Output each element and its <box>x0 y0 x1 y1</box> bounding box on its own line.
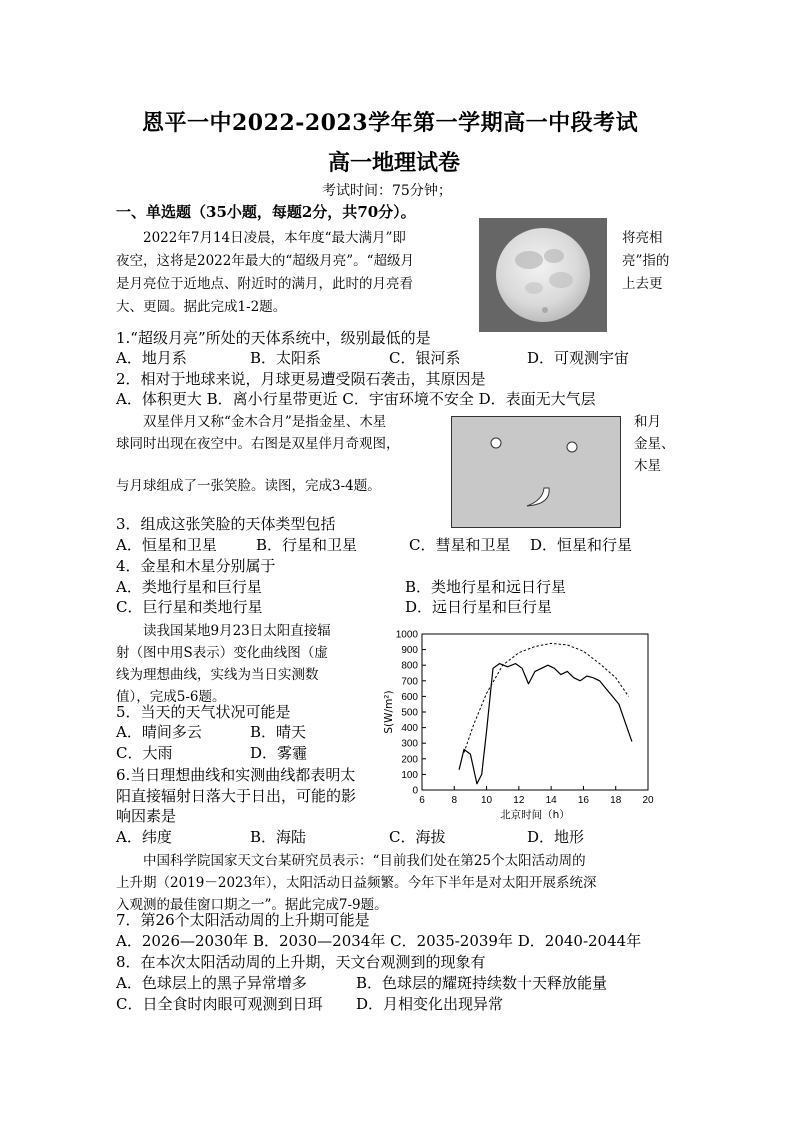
q8-stem: 8．在本次太阳活动周的上升期，天文台观测到的现象有 <box>116 953 486 971</box>
q4-stem: 4．金星和木星分别属于 <box>116 557 276 575</box>
passage4-line3: 入观测的最佳窗口期之一”。据此完成7-9题。 <box>116 897 388 913</box>
x-tick-label: 12 <box>513 795 525 806</box>
y-tick-label: 100 <box>401 769 418 781</box>
measured-curve <box>459 664 632 784</box>
passage1-right2: 亮”指的 <box>622 253 670 269</box>
q5-stem: 5．当天的天气状况可能是 <box>116 703 291 721</box>
x-tick-label: 16 <box>577 795 589 806</box>
q6-option-c: C．海拔 <box>389 828 446 846</box>
passage1-line1: 2022年7月14日凌晨，本年度“最大满月”即 <box>143 230 406 246</box>
q3-stem: 3．组成这张笑脸的天体类型包括 <box>116 515 336 533</box>
q1-option-a: A．地月系 <box>116 349 187 367</box>
passage3-line3: 线为理想曲线，实线为当日实测数 <box>116 667 319 683</box>
q1-option-d: D．可观测宇宙 <box>527 349 630 367</box>
q4-option-b: B．类地行星和远日行星 <box>405 578 567 596</box>
supermoon-image <box>479 218 607 332</box>
passage1-right3: 上去更 <box>622 276 663 292</box>
y-tick-label: 700 <box>401 676 418 688</box>
q8-option-b: B．色球层的耀斑持续数十天释放能量 <box>356 974 608 992</box>
passage3-line2: 射（图中用S表示）变化曲线图（虚 <box>116 645 328 661</box>
q4-option-a: A．类地行星和巨行星 <box>116 578 262 596</box>
jupiter-dot <box>567 442 577 452</box>
q5-option-c: C．大雨 <box>116 744 173 762</box>
q6-line3: 响因素是 <box>116 807 177 825</box>
radiation-chart <box>370 622 670 822</box>
q3-option-d: D．恒星和行星 <box>530 536 633 554</box>
q5-option-d: D．雾霾 <box>250 744 308 762</box>
passage2-line3: 与月球组成了一张笑脸。读图，完成3-4题。 <box>116 478 381 494</box>
q4-option-d: D．远日行星和巨行星 <box>405 598 553 616</box>
passage1-right1: 将亮相 <box>622 230 663 246</box>
passage3-line1: 读我国某地9月23日太阳直接辐 <box>143 623 331 639</box>
q3-option-b: B．行星和卫星 <box>256 536 358 554</box>
x-tick-label: 18 <box>610 795 622 806</box>
plot-frame <box>422 634 648 790</box>
passage4-line2: 上升期（2019－2023年），太阳活动日益频繁。今年下半年是对太阳开展系统深 <box>116 875 597 891</box>
y-tick-label: 800 <box>401 660 418 672</box>
q4-option-c: C．巨行星和类地行星 <box>116 598 263 616</box>
y-tick-label: 200 <box>401 754 418 766</box>
q2-stem: 2．相对于地球来说，月球更易遭受陨石袭击，其原因是 <box>116 370 486 388</box>
q1-option-c: C．银河系 <box>389 349 461 367</box>
passage2-right2: 金星、 <box>634 436 675 452</box>
q1-option-b: B．太阳系 <box>250 349 322 367</box>
q1-stem: 1.“超级月亮”所处的天体系统中，级别最低的是 <box>116 329 431 347</box>
venus-dot <box>491 438 501 448</box>
y-tick-label: 0 <box>412 785 418 797</box>
x-tick-label: 10 <box>481 795 493 806</box>
smiley-sky-image <box>451 416 621 528</box>
y-tick-label: 600 <box>401 691 418 703</box>
y-tick-label: 300 <box>401 738 418 750</box>
passage4-line1: 中国科学院国家天文台某研究员表示：“目前我们处在第25个太阳活动周的 <box>143 853 586 869</box>
y-tick-label: 500 <box>401 707 418 719</box>
q8-option-c: C．日全食时肉眼可观测到日珥 <box>116 995 323 1013</box>
q6-option-b: B．海陆 <box>250 828 307 846</box>
x-tick-label: 20 <box>642 795 654 806</box>
q3-option-c: C．彗星和卫星 <box>409 536 511 554</box>
y-axis-label: S(W/m²) <box>383 690 395 734</box>
q5-option-b: B．晴天 <box>250 723 307 741</box>
passage2-right1: 和月 <box>634 414 661 430</box>
q5-option-a: A．晴间多云 <box>116 723 202 741</box>
q6-line2: 阳直接辐射日落大于日出，可能的影 <box>116 787 357 805</box>
page-subtitle: 高一地理试卷 <box>328 150 461 176</box>
radiation-chart-svg <box>370 622 670 822</box>
q3-option-a: A．恒星和卫星 <box>116 536 217 554</box>
passage1-line2: 夜空，这将是2022年最大的“超级月亮”。“超级月 <box>116 253 415 269</box>
q7-options: A．2026—2030年 B．2030—2034年 C．2035-2039年 D．2040-2044年 <box>116 932 642 950</box>
q8-option-a: A．色球层上的黑子异常增多 <box>116 974 307 992</box>
y-tick-label: 900 <box>401 645 418 657</box>
passage2-line1: 双星伴月又称“金木合月”是指金星、木星 <box>143 414 387 430</box>
x-tick-label: 6 <box>419 795 425 806</box>
passage1-line4: 大、更圆。据此完成1-2题。 <box>116 299 287 315</box>
page-title: 恩平一中2022-2023学年第一学期高一中段考试 <box>142 110 639 136</box>
passage2-right3: 木星 <box>634 458 661 474</box>
y-tick-label: 1000 <box>395 629 418 641</box>
section-title: 一、单选题（35小题，每题2分，共70分）。 <box>116 203 416 221</box>
x-tick-label: 8 <box>451 795 458 806</box>
passage1-line3: 是月亮位于近地点、附近时的满月，此时的月亮看 <box>116 276 413 292</box>
q6-option-a: A．纬度 <box>116 828 172 846</box>
exam-time: 考试时间：75分钟； <box>322 183 452 199</box>
q6-line1: 6.当日理想曲线和实测曲线都表明太 <box>116 766 356 784</box>
q6-option-d: D．地形 <box>527 828 585 846</box>
q2-options: A．体积更大 B．离小行星带更近 C．宇宙环境不安全 D．表面无大气层 <box>116 390 596 408</box>
q8-option-d: D．月相变化出现异常 <box>356 995 504 1013</box>
passage2-line2: 球同时出现在夜空中。右图是双星伴月奇观图， <box>116 436 400 452</box>
x-tick-label: 14 <box>545 795 557 806</box>
y-tick-label: 400 <box>401 723 418 735</box>
passage3-line4: 值），完成5-6题。 <box>116 689 226 705</box>
q7-stem: 7．第26个太阳活动周的上升期可能是 <box>116 911 370 929</box>
x-axis-label: 北京时间（h） <box>500 809 570 821</box>
ideal-curve <box>464 643 629 752</box>
